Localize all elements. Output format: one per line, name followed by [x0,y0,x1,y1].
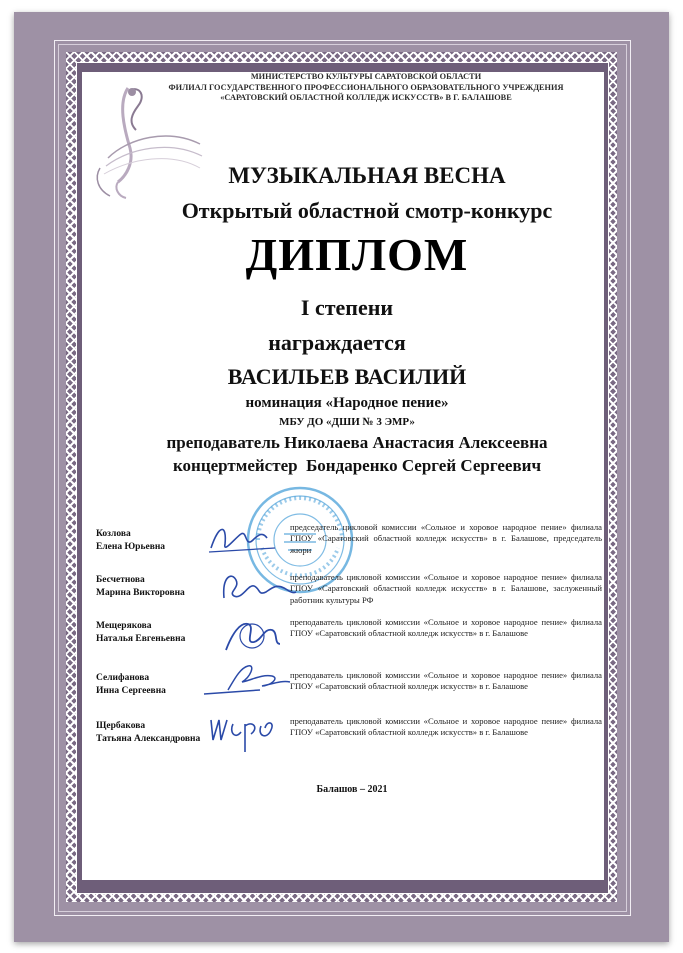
diploma-degree: I степени [300,295,394,320]
teacher-line: преподаватель Николаева Анастасия Алексеевна [166,433,548,452]
jury-member-name: Бесчетнова Марина Викторовна [96,575,185,598]
signature-kozlova-icon [205,518,295,560]
jury-member-name: Козлова Елена Юрьевна [96,529,166,552]
school-name: МБУ ДО «ДШИ № 3 ЭМР» [279,416,415,428]
recipient-name: ВАСИЛЬЕВ ВАСИЛИЙ [227,364,467,389]
jury-member-name: Щербакова Татьяна Александровна [96,721,201,744]
jury-member-description: преподаватель цикловой комиссии «Сольное и хоровое народное пение» филиала ГПОУ «Саратовский областной колледж искусств» в г. Балашове, заслуженный работник культуры РФ [290,572,602,605]
jury-member-description: преподаватель цикловой комиссии «Сольное и хоровое народное пение» филиала ГПОУ «Саратовский областной колледж искусств» в г. Балашове [290,617,602,639]
awarded-label: награждается [268,330,406,355]
jury-member-description: преподаватель цикловой комиссии «Сольное и хоровое народное пение» филиала ГПОУ «Саратовский областной колледж искусств» в г. Балашове [290,670,602,692]
footer-place-year: Балашов – 2021 [316,784,388,795]
ministry-line-3: «САРАТОВСКИЙ ОБЛАСТНОЙ КОЛЛЕДЖ ИСКУССТВ» В Г. БАЛАШОВЕ [220,93,512,102]
jury-member-name: Селифанова Инна Сергеевна [96,673,166,696]
diploma-heading: ДИПЛОМ [245,229,469,280]
signature-shcherbakova-icon [205,706,291,754]
accompanist-line: концертмейстер Бондаренко Сергей Сергеевич [172,456,542,475]
signature-selifanova-icon [200,660,296,700]
jury-member-name: Мещерякова Наталья Евгеньевна [96,621,186,644]
ministry-line-2: ФИЛИАЛ ГОСУДАРСТВЕННОГО ПРОФЕССИОНАЛЬНОГО ОБРАЗОВАТЕЛЬНОГО УЧРЕЖДЕНИЯ [168,82,564,92]
nomination: номинация «Народное пение» [245,395,449,411]
jury-member-description: преподаватель цикловой комиссии «Сольное и хоровое народное пение» филиала ГПОУ «Саратовский областной колледж искусств» в г. Балашове [290,716,602,738]
signature-beschetnova-icon [214,566,300,606]
signature-meshcheryakova-icon [218,614,288,656]
contest-subtitle: Открытый областной смотр-конкурс [181,198,553,223]
contest-title: МУЗЫКАЛЬНАЯ ВЕСНА [228,163,506,188]
jury-member-description: председатель цикловой комиссии «Сольное и хоровое народное пение» филиала ГПОУ «Саратовский областной колледж искусств» в г. Балашове, председатель жюри [290,522,602,555]
ministry-header [83,72,649,104]
ministry-line-1: МИНИСТЕРСТВО КУЛЬТУРЫ САРАТОВСКОЙ ОБЛАСТИ [250,72,482,81]
